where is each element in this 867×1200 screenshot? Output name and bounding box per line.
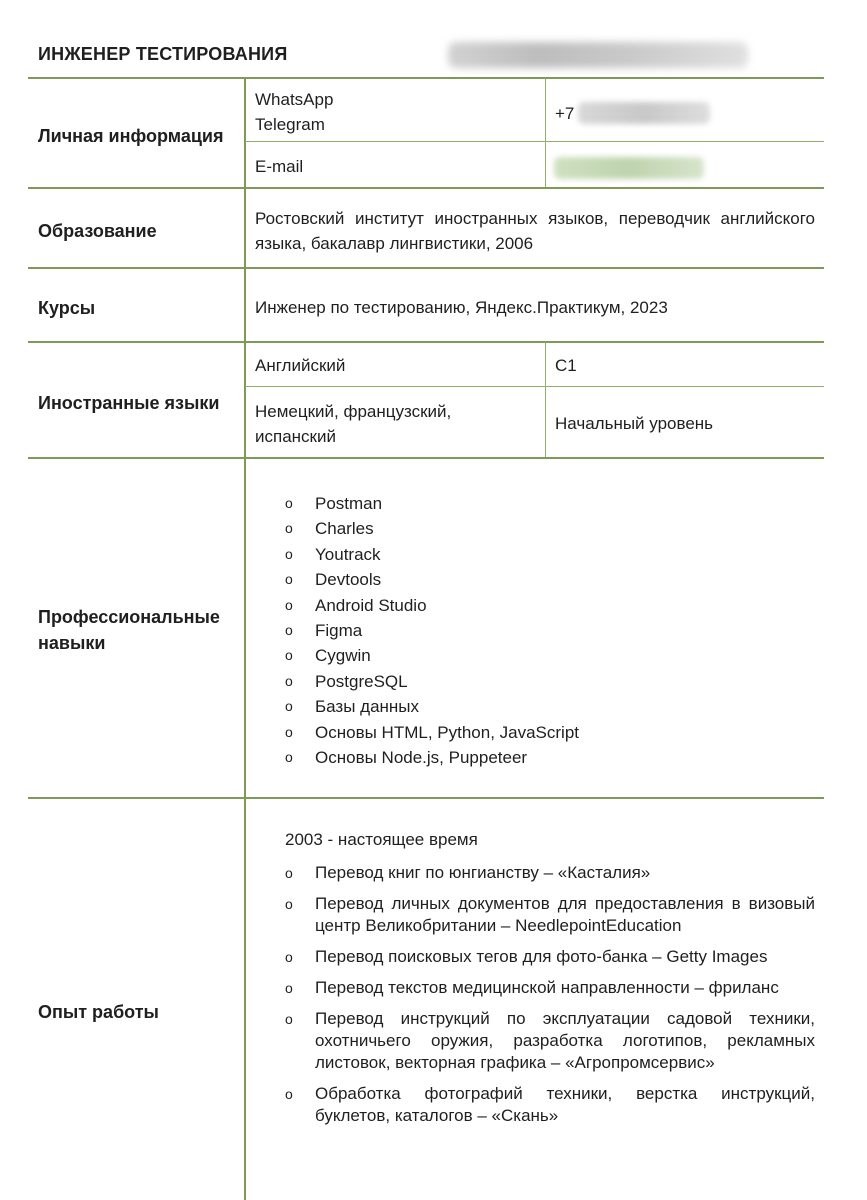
courses-top-border xyxy=(28,267,824,269)
messenger-telegram: Telegram xyxy=(255,115,325,134)
experience-period: 2003 - настоящее время xyxy=(285,830,478,849)
redacted-phone xyxy=(578,102,710,124)
resume-header xyxy=(38,42,838,70)
bullet-icon: o xyxy=(285,896,293,912)
courses-text: Инженер по тестированию, Яндекс.Практикум, 2023 xyxy=(255,298,668,317)
experience-label: Опыт работы xyxy=(38,1002,159,1022)
experience-top-border xyxy=(28,797,824,799)
personal-inner-divider xyxy=(545,78,546,188)
bullet-icon: o xyxy=(285,1011,293,1027)
list-item: o Cygwin xyxy=(285,643,579,668)
list-item: o Обработка фотографий техники, верстка инструкций, буклетов, каталогов – «Скань» xyxy=(285,1084,815,1125)
bullet-icon: o xyxy=(285,723,293,740)
list-item: o Базы данных xyxy=(285,694,579,719)
bullet-icon: o xyxy=(285,698,293,715)
list-item: o Devtools xyxy=(285,567,579,592)
messenger-whatsapp: WhatsApp xyxy=(255,90,334,109)
bullet-icon: o xyxy=(285,980,293,996)
bullet-icon: o xyxy=(285,672,293,689)
skills-top-border xyxy=(28,457,824,459)
languages-inner-divider xyxy=(545,342,546,458)
personal-info-label: Личная информация xyxy=(38,126,224,146)
list-item: o Перевод книг по юнгианству – «Касталия» xyxy=(285,863,651,882)
bullet-icon: o xyxy=(285,520,293,537)
bullet-icon: o xyxy=(285,749,293,766)
skills-label: Профессиональные навыки xyxy=(38,607,220,653)
education-top-border xyxy=(28,187,824,189)
language-other-level: Начальный уровень xyxy=(555,414,714,433)
list-item: o Перевод личных документов для предоставления в визовый центр Великобритании – NeedlepointEducation xyxy=(285,894,815,935)
bullet-icon: o xyxy=(285,545,293,562)
languages-label: Иностранные языки xyxy=(38,393,220,413)
list-item: o Postman xyxy=(285,491,579,516)
bullet-icon: o xyxy=(285,647,293,664)
bullet-icon: o xyxy=(285,622,293,639)
experience-list xyxy=(285,862,815,1136)
bullet-icon: o xyxy=(285,1086,293,1102)
list-item: o Основы HTML, Python, JavaScript xyxy=(285,720,579,745)
list-item: o Youtrack xyxy=(285,542,579,567)
list-item: o Android Studio xyxy=(285,593,579,618)
redacted-name xyxy=(448,42,748,68)
bullet-icon: o xyxy=(285,949,293,965)
bullet-icon: o xyxy=(285,865,293,881)
courses-label: Курсы xyxy=(38,298,96,318)
language-english-level: C1 xyxy=(555,356,577,375)
education-text: Ростовский институт иностранных языков, переводчик английского языка, бакалавр лингвистики, 2006 xyxy=(255,209,815,253)
table-column-divider xyxy=(244,78,246,1200)
bullet-icon: o xyxy=(285,495,293,511)
list-item: o Charles xyxy=(285,516,579,541)
list-item: o PostgreSQL xyxy=(285,669,579,694)
list-item: o Основы Node.js, Puppeteer xyxy=(285,745,579,770)
bullet-icon: o xyxy=(285,596,293,613)
email-label: E-mail xyxy=(255,157,304,176)
languages-top-border xyxy=(28,341,824,343)
language-other: Немецкий, французский, испанский xyxy=(255,402,452,446)
personal-row-divider xyxy=(245,141,824,142)
table-top-border xyxy=(28,77,824,79)
language-english: Английский xyxy=(255,356,346,375)
list-item: o Перевод поисковых тегов для фото-банка – Getty Images xyxy=(285,947,768,966)
list-item: o Перевод инструкций по эксплуатации садовой техники, охотничьего оружия, разработка логотипов, рекламных листовок, векторная графика – «Агропромсервис» xyxy=(285,1009,815,1072)
languages-row-divider xyxy=(245,386,824,387)
list-item: o Перевод текстов медицинской направленности – фриланс xyxy=(285,978,779,997)
skills-list xyxy=(285,491,579,770)
resume-title: ИНЖЕНЕР ТЕСТИРОВАНИЯ xyxy=(38,44,288,64)
bullet-icon: o xyxy=(285,571,293,588)
list-item: o Figma xyxy=(285,618,579,643)
education-label: Образование xyxy=(38,221,157,241)
redacted-email xyxy=(554,157,704,179)
phone-prefix: +7 xyxy=(555,104,575,123)
